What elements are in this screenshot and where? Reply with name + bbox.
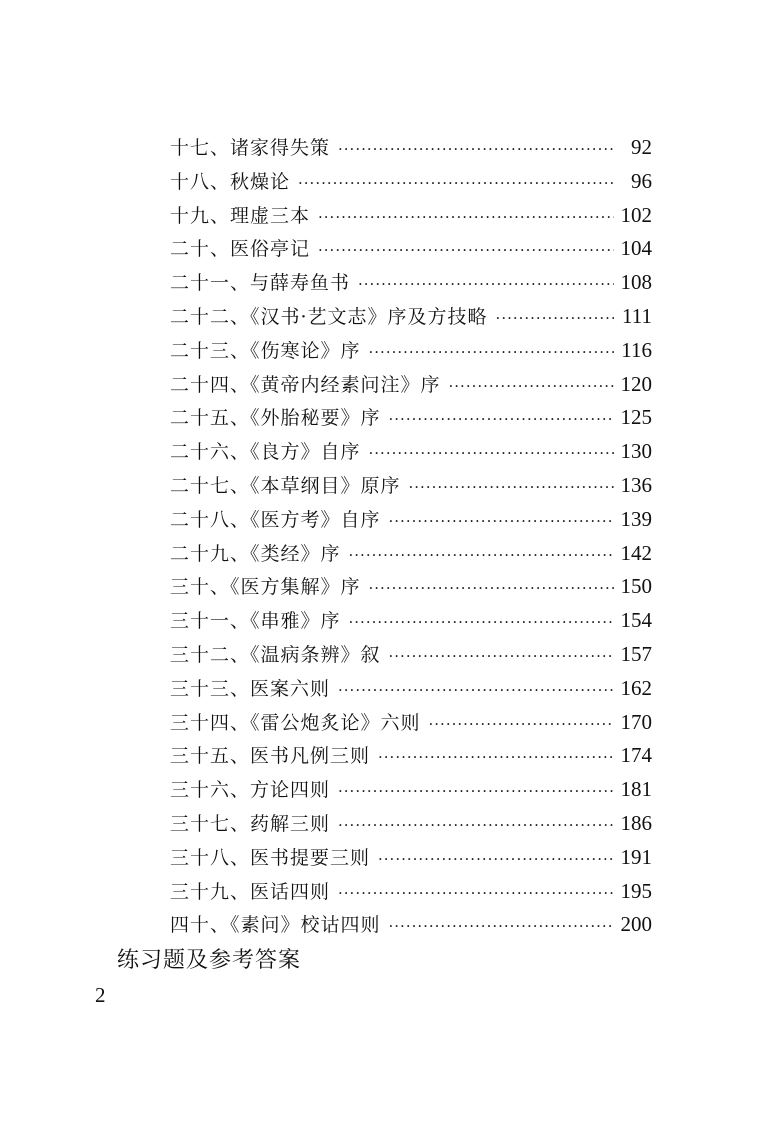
toc-entry [170, 266, 652, 300]
toc-dot-leader [349, 539, 614, 573]
toc-entry-title: 二十、医俗亭记 [170, 238, 311, 261]
toc-entry-page: 120 [620, 371, 652, 396]
toc-entry-title: 二十一、与薛寿鱼书 [170, 272, 351, 295]
toc-dot-leader [338, 809, 614, 843]
toc-entry [170, 131, 652, 165]
toc-dot-leader [338, 877, 614, 911]
toc-dot-leader [389, 403, 614, 437]
toc-entry-page: 139 [620, 506, 652, 531]
toc-dot-leader [318, 201, 614, 235]
toc-dot-leader [389, 910, 614, 944]
toc-entry-page: 186 [620, 810, 652, 835]
toc-entry-page: 181 [620, 777, 652, 802]
toc-entry-title: 三十七、药解三则 [170, 812, 331, 835]
toc-entry-title: 二十二、《汉书·艺文志》序及方技略 [170, 305, 488, 328]
toc-entry [170, 232, 652, 266]
toc-entry [170, 165, 652, 199]
toc-entry [170, 199, 652, 233]
toc-entry [170, 638, 652, 672]
toc-entry-title: 二十三、《伤寒论》序 [170, 339, 361, 362]
toc-entry-page: 174 [620, 743, 652, 768]
toc-entry-page: 108 [620, 270, 652, 295]
toc-entry-title: 三十二、《温病条辨》叙 [170, 643, 381, 666]
toc-entry [170, 503, 652, 537]
toc-entry [170, 672, 652, 706]
toc-entry-page: 154 [620, 608, 652, 633]
section-heading: 练习题及参考答案 [117, 948, 302, 973]
toc-entry [170, 334, 652, 368]
toc-entry-title: 二十六、《良方》自序 [170, 441, 361, 464]
toc-entry-title: 三十一、《串雅》序 [170, 610, 341, 633]
toc-dot-leader [496, 302, 614, 336]
toc-entry-page: 191 [620, 844, 652, 869]
toc-dot-leader [349, 606, 614, 640]
toc-entry-title: 十九、理虚三本 [170, 204, 311, 227]
toc-entry [170, 469, 652, 503]
toc-entry-page: 96 [631, 168, 652, 193]
toc-entry [170, 875, 652, 909]
toc-entry-page: 102 [620, 202, 652, 227]
toc-entry-title: 二十八、《医方考》自序 [170, 508, 381, 531]
toc-entry-page: 104 [620, 236, 652, 261]
toc-entry-page: 92 [631, 135, 652, 159]
toc-entry-title: 十七、诸家得失策 [170, 137, 331, 159]
toc-entry-title: 三十九、医话四则 [170, 880, 331, 903]
page-number: 2 [95, 983, 106, 1007]
toc-entry-title: 二十四、《黄帝内经素问注》序 [170, 373, 441, 396]
toc-dot-leader [369, 437, 614, 471]
toc-dot-leader [429, 708, 614, 742]
toc-entry [170, 537, 652, 571]
toc-entry-page: 130 [620, 439, 652, 464]
toc-entry-title: 十八、秋燥论 [170, 170, 291, 193]
toc-entry-page: 111 [622, 303, 652, 328]
toc-entry [170, 604, 652, 638]
toc-dot-leader [389, 505, 614, 539]
toc-entry [170, 773, 652, 807]
toc-entry-title: 三十八、医书提要三则 [170, 846, 371, 869]
toc-dot-leader [378, 741, 614, 775]
toc-entry [170, 841, 652, 875]
toc-entry [170, 908, 652, 942]
toc-entry-title: 三十、《医方集解》序 [170, 576, 361, 599]
toc-entry-page: 200 [620, 912, 652, 937]
toc-dot-leader [409, 471, 614, 505]
toc-dot-leader [298, 167, 614, 201]
toc-entry-title: 二十七、《本草纲目》原序 [170, 474, 401, 497]
toc-dot-leader [378, 843, 614, 877]
toc-entry [170, 706, 652, 740]
toc-entry-title: 四十、《素问》校诂四则 [170, 914, 381, 937]
toc-entry-title: 二十五、《外胎秘要》序 [170, 407, 381, 430]
toc-entry [170, 401, 652, 435]
toc-entry [170, 300, 652, 334]
toc-dot-leader [358, 268, 614, 302]
toc-entry-page: 116 [621, 337, 652, 362]
toc-entry-page: 170 [620, 709, 652, 734]
toc-entry [170, 570, 652, 604]
toc-dot-leader [389, 640, 614, 674]
toc-entry-title: 三十三、医案六则 [170, 677, 331, 700]
toc-entry-page: 125 [620, 405, 652, 430]
toc-entry-title: 三十六、方论四则 [170, 779, 331, 802]
toc-entry-page: 142 [620, 540, 652, 565]
toc-entry [170, 807, 652, 841]
toc-entry-title: 三十五、医书凡例三则 [170, 745, 371, 768]
toc-dot-leader [338, 775, 614, 809]
toc-entry [170, 435, 652, 469]
toc-dot-leader [449, 370, 614, 404]
toc-entry-page: 157 [620, 641, 652, 666]
toc-entry [170, 739, 652, 773]
toc-dot-leader [369, 572, 614, 606]
toc-entry-page: 150 [620, 574, 652, 599]
toc-entry-page: 162 [620, 675, 652, 700]
toc-dot-leader [369, 336, 614, 370]
toc-entry-title: 三十四、《雷公炮炙论》六则 [170, 711, 421, 734]
toc-dot-leader [338, 133, 614, 167]
toc-entry-title: 二十九、《类经》序 [170, 542, 341, 565]
toc-dot-leader [318, 234, 614, 268]
toc-entry [170, 368, 652, 402]
toc-dot-leader [338, 674, 614, 708]
toc-entry-page: 136 [620, 472, 652, 497]
table-of-contents [170, 131, 652, 942]
toc-entry-page: 195 [620, 878, 652, 903]
